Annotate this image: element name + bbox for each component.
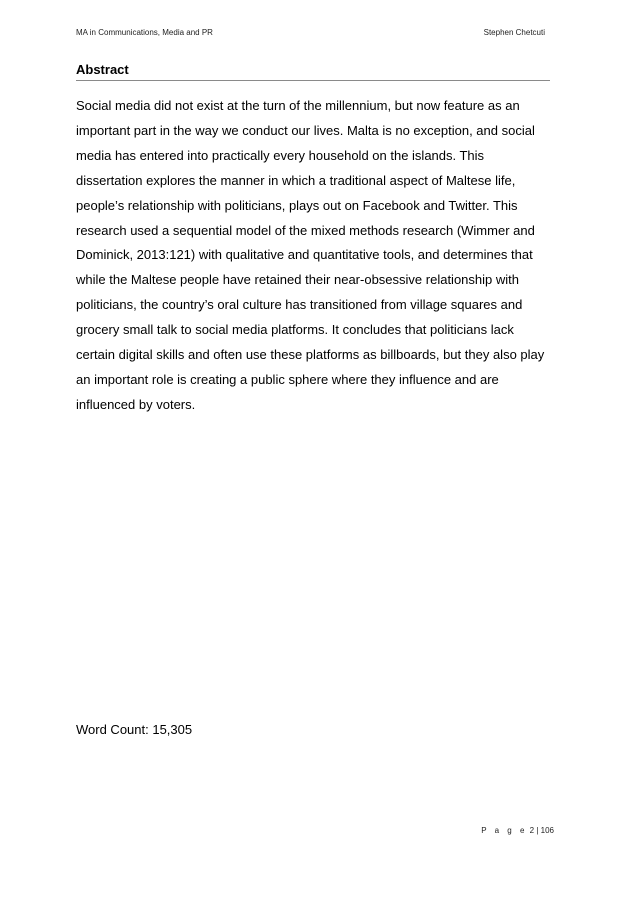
footer-page-label: P a g e <box>481 826 528 835</box>
abstract-paragraph <box>76 94 551 418</box>
abstract-line: certain digital skills and often use these platforms as billboards, but they also play <box>76 347 545 363</box>
header-course-title: MA in Communications, Media and PR <box>76 28 213 37</box>
page-header <box>76 28 551 42</box>
abstract-line: politicians, the country’s oral culture has transitioned from village squares and <box>76 297 523 313</box>
footer-total-pages: 106 <box>540 826 554 835</box>
abstract-line: while the Maltese people have retained their near-obsessive relationship with <box>76 272 519 288</box>
abstract-line: influenced by voters. <box>76 396 196 412</box>
footer-separator: | <box>536 826 539 835</box>
abstract-line: grocery small talk to social media platforms. It concludes that politicians lack <box>76 322 514 338</box>
abstract-line: Dominick, 2013:121) with qualitative and quantitative tools, and determines that <box>76 247 533 263</box>
footer-page-number: 2 <box>529 826 535 835</box>
page-footer <box>481 826 554 835</box>
abstract-line: people’s relationship with politicians, plays out on Facebook and Twitter. This <box>76 197 518 213</box>
abstract-line: important part in the way we conduct our lives. Malta is no exception, and social <box>76 122 535 138</box>
abstract-line: dissertation explores the manner in which a traditional aspect of Maltese life, <box>76 172 516 188</box>
header-author-name: Stephen Chetcuti <box>483 28 545 37</box>
abstract-line: an important role is creating a public sphere where they influence and are <box>76 371 499 387</box>
abstract-heading: Abstract <box>76 62 550 81</box>
abstract-line: research used a sequential model of the mixed methods research (Wimmer and <box>76 222 535 238</box>
abstract-line: media has entered into practically every household on the islands. This <box>76 147 485 163</box>
word-count: Word Count: 15,305 <box>76 722 193 737</box>
abstract-line: Social media did not exist at the turn of the millennium, but now feature as an <box>76 98 520 113</box>
